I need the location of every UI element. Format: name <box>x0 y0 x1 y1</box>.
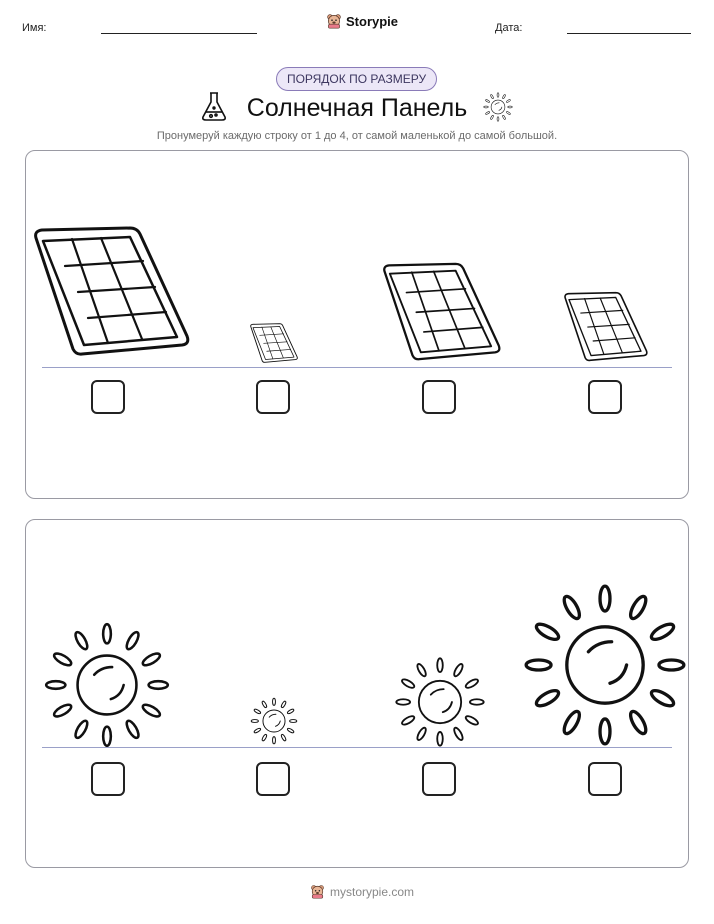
answer-box[interactable] <box>588 380 622 414</box>
baseline <box>42 747 672 748</box>
baseline <box>42 367 672 368</box>
answer-box[interactable] <box>91 380 125 414</box>
bear-mascot-icon <box>326 13 342 29</box>
name-field[interactable] <box>101 33 257 34</box>
solar-panel-icon <box>562 290 648 363</box>
name-label: Имя: <box>22 22 47 34</box>
instructions: Пронумеруй каждую строку от 1 до 4, от самой маленькой до самой большой. <box>156 130 558 142</box>
date-field[interactable] <box>567 33 691 34</box>
answer-box[interactable] <box>422 380 456 414</box>
answer-box[interactable] <box>91 762 125 796</box>
footer-site: mystorypie.com <box>330 884 415 899</box>
sun-icon <box>522 582 688 748</box>
solar-panel-icon <box>380 260 501 363</box>
footer <box>310 884 414 899</box>
answer-box[interactable] <box>256 380 290 414</box>
bear-mascot-icon <box>310 884 325 899</box>
brand-name: Storypie <box>346 13 399 29</box>
page-title: Солнечная Панель <box>246 94 468 122</box>
date-label: Дата: <box>495 22 523 34</box>
sun-icon <box>43 621 171 749</box>
sun-icon <box>483 92 513 122</box>
answer-box[interactable] <box>588 762 622 796</box>
answer-box[interactable] <box>256 762 290 796</box>
category-pill: ПОРЯДОК ПО РАЗМЕРУ <box>276 67 437 91</box>
answer-box[interactable] <box>422 762 456 796</box>
solar-panel-icon <box>249 322 298 364</box>
solar-panel-icon <box>30 226 190 356</box>
sun-icon <box>394 656 486 748</box>
sun-icon <box>250 697 298 745</box>
storypie-logo <box>326 13 398 29</box>
